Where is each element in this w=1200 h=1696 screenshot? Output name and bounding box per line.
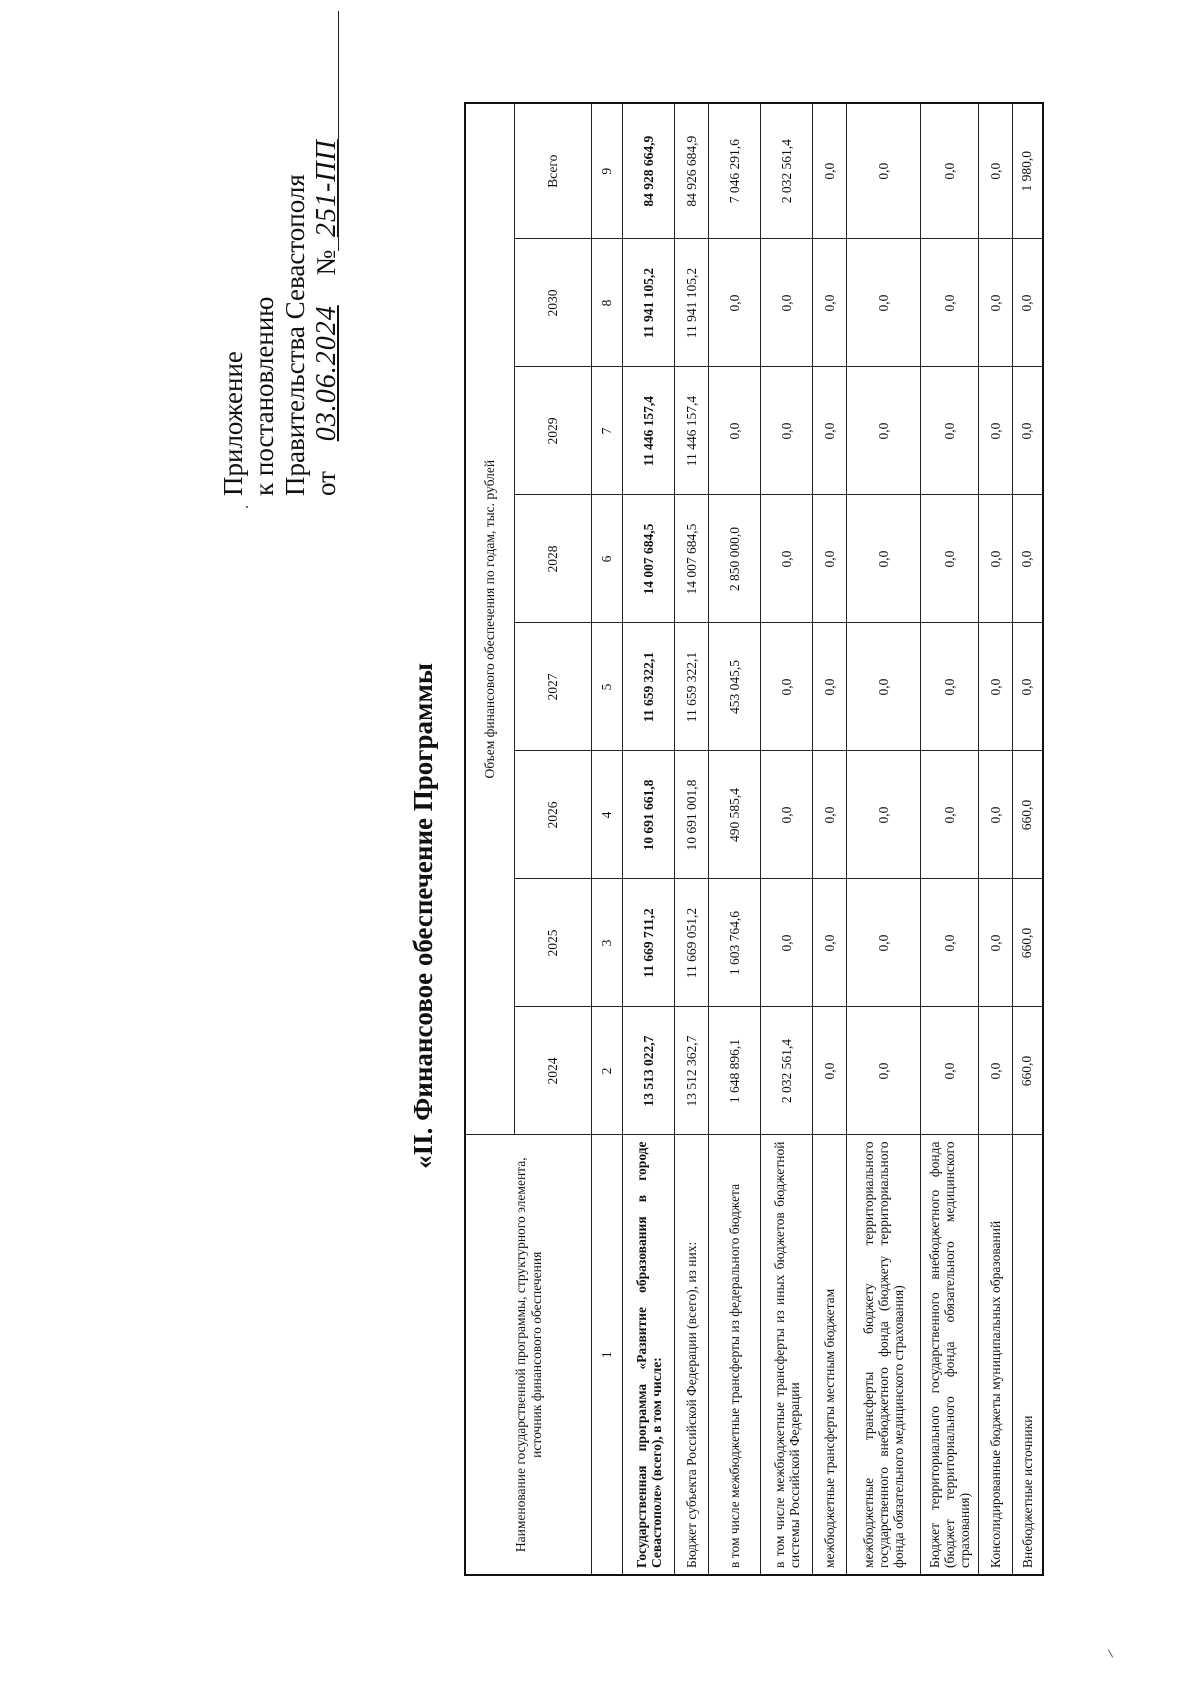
approval-header xyxy=(218,133,342,496)
year-value-cell: 0,0 xyxy=(709,239,761,367)
year-value-cell: 0,0 xyxy=(979,623,1013,751)
table-row xyxy=(761,103,813,1575)
header-line-3: Правительства Севастополя xyxy=(280,174,310,496)
year-value-cell: 11 941 105,2 xyxy=(623,239,675,367)
year-value-cell: 0,0 xyxy=(709,367,761,495)
year-header: 2025 xyxy=(515,879,592,1007)
table-row xyxy=(813,103,847,1575)
year-value-cell: 0,0 xyxy=(847,1007,921,1135)
year-value-cell: 1 648 896,1 xyxy=(709,1007,761,1135)
row-label: Бюджет субъекта Российской Федерации (всего), из них: xyxy=(675,1135,709,1575)
year-value-cell: 0,0 xyxy=(761,495,813,623)
column-number: 7 xyxy=(592,367,623,495)
year-value-cell: 0,0 xyxy=(813,495,847,623)
year-value-cell: 0,0 xyxy=(761,751,813,879)
column-number: 8 xyxy=(592,239,623,367)
column-number: 4 xyxy=(592,751,623,879)
column-number: 1 xyxy=(592,1135,623,1575)
year-value-cell: 0,0 xyxy=(1013,367,1043,495)
year-value-cell: 2 032 561,4 xyxy=(761,1007,813,1135)
row-total-cell: 7 046 291,6 xyxy=(709,103,761,239)
table-row xyxy=(979,103,1013,1575)
header-underline xyxy=(338,11,339,251)
table-row xyxy=(709,103,761,1575)
year-value-cell: 10 691 001,8 xyxy=(675,751,709,879)
row-total-cell: 2 032 561,4 xyxy=(761,103,813,239)
column-number: 3 xyxy=(592,879,623,1007)
scan-speck xyxy=(246,506,248,508)
row-label: межбюджетные трансферты местным бюджетам xyxy=(813,1135,847,1575)
row-total-cell: 1 980,0 xyxy=(1013,103,1043,239)
year-value-cell: 1 603 764,6 xyxy=(709,879,761,1007)
year-value-cell: 0,0 xyxy=(761,623,813,751)
year-header: 2027 xyxy=(515,623,592,751)
table-body xyxy=(465,103,1043,1575)
year-value-cell: 453 045,5 xyxy=(709,623,761,751)
date-prefix: от xyxy=(311,471,341,496)
year-value-cell: 0,0 xyxy=(979,1007,1013,1135)
row-total-cell: 84 926 684,9 xyxy=(675,103,709,239)
year-value-cell: 0,0 xyxy=(921,1007,979,1135)
year-value-cell: 11 659 322,1 xyxy=(623,623,675,751)
row-label: Бюджет территориального государственного внебюджетного фонда (бюджет территориального фонда обязательного медицинского страхования) xyxy=(921,1135,979,1575)
row-total-cell: 0,0 xyxy=(979,103,1013,239)
year-value-cell: 10 691 661,8 xyxy=(623,751,675,879)
handwritten-date: 03.06.2024 xyxy=(311,305,342,442)
year-value-cell: 0,0 xyxy=(813,239,847,367)
handwritten-number: 251-ПП xyxy=(311,139,342,238)
row-label: Консолидированные бюджеты муниципальных образований xyxy=(979,1135,1013,1575)
year-value-cell: 0,0 xyxy=(1013,495,1043,623)
year-value-cell: 11 659 322,1 xyxy=(675,623,709,751)
year-value-cell: 0,0 xyxy=(979,751,1013,879)
table-row xyxy=(1013,103,1043,1575)
year-value-cell: 0,0 xyxy=(921,751,979,879)
column-number: 5 xyxy=(592,623,623,751)
year-value-cell: 0,0 xyxy=(979,367,1013,495)
row-label: Государственная программа «Развитие образования в городе Севастополе» (всего), в том числе: xyxy=(623,1135,675,1575)
year-value-cell: 14 007 684,5 xyxy=(675,495,709,623)
column-numbers-row xyxy=(592,103,623,1575)
row-label: межбюджетные трансферты бюджету территориального государственного внебюджетного фонда (бюджету территориального фонда обязательного медицинского страхования) xyxy=(847,1135,921,1575)
volume-column-header: Объем финансового обеспечения по годам, тыс. рублей xyxy=(465,103,515,1135)
header-line-2: к постановлению xyxy=(249,296,279,496)
year-value-cell: 14 007 684,5 xyxy=(623,495,675,623)
row-total-cell: 0,0 xyxy=(847,103,921,239)
column-number: 6 xyxy=(592,495,623,623)
year-header: 2030 xyxy=(515,239,592,367)
number-prefix: № xyxy=(311,249,341,276)
year-header: 2029 xyxy=(515,367,592,495)
row-label: в том числе межбюджетные трансферты из федерального бюджета xyxy=(709,1135,761,1575)
year-value-cell: 0,0 xyxy=(921,239,979,367)
year-value-cell: 0,0 xyxy=(813,751,847,879)
header-line-1: Приложение xyxy=(218,351,248,496)
year-value-cell: 0,0 xyxy=(761,879,813,1007)
year-value-cell: 0,0 xyxy=(847,239,921,367)
year-value-cell: 660,0 xyxy=(1013,751,1043,879)
table-row xyxy=(921,103,979,1575)
year-value-cell: 0,0 xyxy=(813,879,847,1007)
year-value-cell: 0,0 xyxy=(813,623,847,751)
year-value-cell: 0,0 xyxy=(847,367,921,495)
year-value-cell: 0,0 xyxy=(1013,239,1043,367)
year-value-cell: 11 669 711,2 xyxy=(623,879,675,1007)
year-value-cell: 660,0 xyxy=(1013,879,1043,1007)
year-value-cell: 11 669 051,2 xyxy=(675,879,709,1007)
year-value-cell: 490 585,4 xyxy=(709,751,761,879)
header-row xyxy=(465,103,515,1575)
year-header: 2024 xyxy=(515,1007,592,1135)
year-value-cell: 11 941 105,2 xyxy=(675,239,709,367)
year-value-cell: 0,0 xyxy=(921,879,979,1007)
year-value-cell: 0,0 xyxy=(921,495,979,623)
row-total-cell: 0,0 xyxy=(813,103,847,239)
year-value-cell: 13 512 362,7 xyxy=(675,1007,709,1135)
year-value-cell: 0,0 xyxy=(847,623,921,751)
year-value-cell: 11 446 157,4 xyxy=(623,367,675,495)
year-value-cell: 2 850 000,0 xyxy=(709,495,761,623)
table-row xyxy=(847,103,921,1575)
row-label: в том числе межбюджетные трансферты из иных бюджетов бюджетной системы Российской Федерации xyxy=(761,1135,813,1575)
total-header: Всего xyxy=(515,103,592,239)
year-value-cell: 0,0 xyxy=(979,495,1013,623)
table-row xyxy=(675,103,709,1575)
year-value-cell: 0,0 xyxy=(813,1007,847,1135)
year-value-cell: 660,0 xyxy=(1013,1007,1043,1135)
financing-table xyxy=(464,102,1044,1576)
year-value-cell: 0,0 xyxy=(847,495,921,623)
year-value-cell: 0,0 xyxy=(847,879,921,1007)
column-number: 9 xyxy=(592,103,623,239)
year-value-cell: 0,0 xyxy=(813,367,847,495)
year-value-cell: 11 446 157,4 xyxy=(675,367,709,495)
year-value-cell: 0,0 xyxy=(1013,623,1043,751)
column-number: 2 xyxy=(592,1007,623,1135)
table-row xyxy=(623,103,675,1575)
year-header: 2026 xyxy=(515,751,592,879)
year-value-cell: 13 513 022,7 xyxy=(623,1007,675,1135)
year-value-cell: 0,0 xyxy=(921,623,979,751)
row-total-cell: 84 928 664,9 xyxy=(623,103,675,239)
section-title: «II. Финансовое обеспечение Программы xyxy=(408,663,438,1169)
year-value-cell: 0,0 xyxy=(761,239,813,367)
year-value-cell: 0,0 xyxy=(979,239,1013,367)
year-value-cell: 0,0 xyxy=(761,367,813,495)
row-total-cell: 0,0 xyxy=(921,103,979,239)
scan-mark xyxy=(1108,1649,1113,1657)
name-column-header: Наименование государственной программы, структурного элемента, источник финансового обеспечения xyxy=(465,1135,592,1575)
row-label: Внебюджетные источники xyxy=(1013,1135,1043,1575)
year-value-cell: 0,0 xyxy=(979,879,1013,1007)
year-header: 2028 xyxy=(515,495,592,623)
year-value-cell: 0,0 xyxy=(847,751,921,879)
year-value-cell: 0,0 xyxy=(921,367,979,495)
